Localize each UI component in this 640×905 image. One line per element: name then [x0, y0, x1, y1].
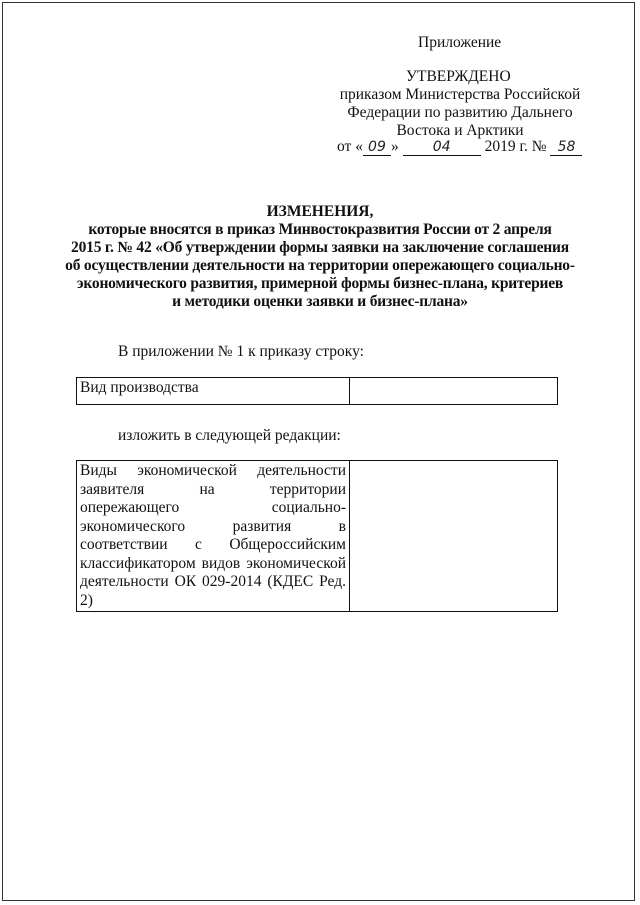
- title-line-1: которые вносятся в приказ Минвостокразвития России от 2 апреля: [88, 221, 552, 238]
- date-year: 2019 г. №: [484, 138, 547, 155]
- order-date-line: [337, 138, 582, 156]
- new-row-table: [76, 460, 558, 612]
- title-line-2: 2015 г. № 42 «Об утверждении формы заявки на заключение соглашения: [71, 239, 569, 256]
- order-line-1: приказом Министерства Российской: [339, 86, 581, 103]
- old-row-label: Вид производства: [77, 378, 350, 405]
- appendix-label: Приложение: [418, 34, 502, 51]
- title-line-3: об осуществлении деятельности на территории опережающего социально-: [65, 257, 575, 274]
- approved-label: УТВЕРЖДЕНО: [406, 68, 511, 85]
- new-row-label: Виды экономической деятельности заявителя на территории опережающего социально-экономического развития в соответствии с Общероссийским классификатором видов экономической деятельности ОК 029-2014 (КДЕС Ред. 2): [77, 461, 350, 612]
- document-heading: ИЗМЕНЕНИЯ,: [266, 203, 374, 220]
- order-number: 58: [550, 139, 582, 156]
- new-row-value: [350, 461, 558, 612]
- date-day: 09: [363, 139, 391, 156]
- replace-text: изложить в следующей редакции:: [118, 427, 341, 444]
- date-mid: »: [390, 138, 399, 155]
- order-line-2: Федерации по развитию Дальнего: [347, 104, 573, 121]
- title-line-5: и методики оценки заявки и бизнес-плана»: [172, 293, 468, 310]
- date-month: 04: [403, 139, 481, 156]
- table-row: [77, 461, 558, 612]
- table-row: [77, 378, 558, 405]
- intro-text: В приложении № 1 к приказу строку:: [118, 343, 364, 360]
- old-row-table: [76, 377, 558, 405]
- order-line-3: Востока и Арктики: [396, 122, 524, 139]
- old-row-value: [350, 378, 558, 405]
- date-prefix: от «: [337, 138, 363, 155]
- title-line-4: экономического развития, примерной формы бизнес-плана, критериев: [76, 275, 564, 292]
